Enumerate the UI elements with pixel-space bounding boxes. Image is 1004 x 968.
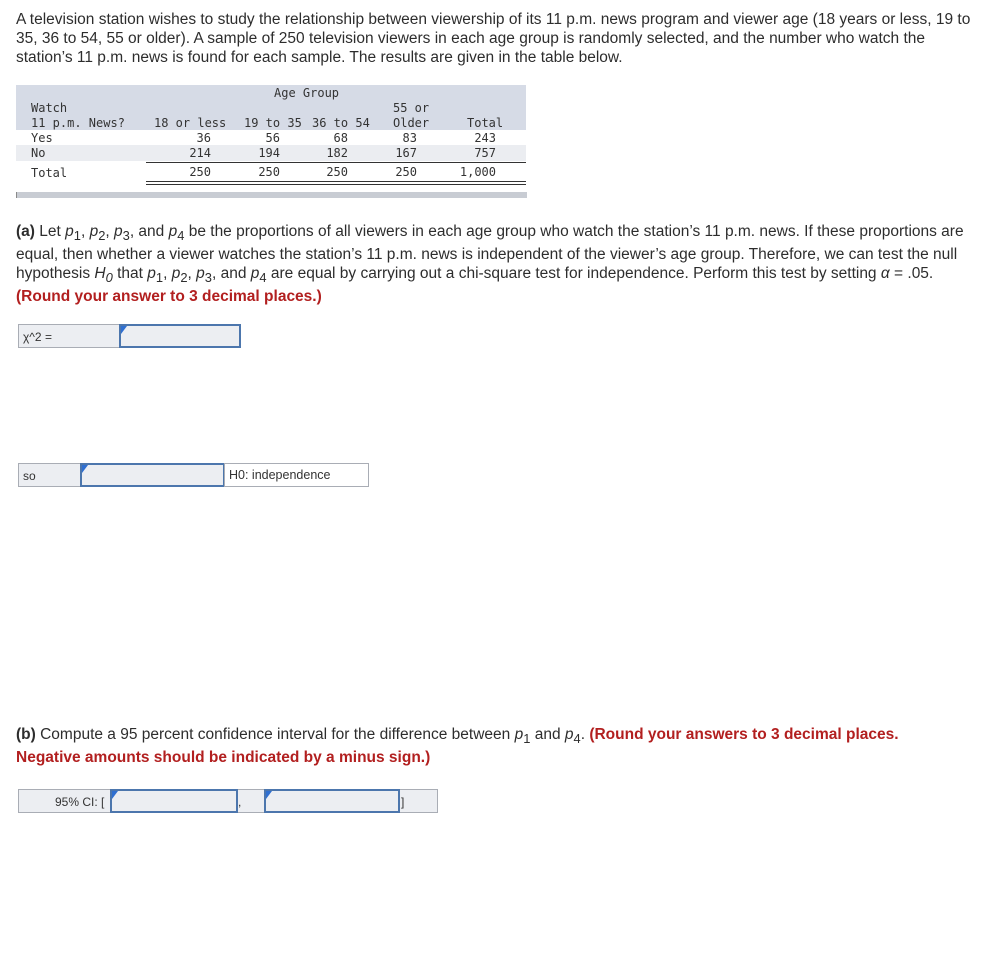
age-group-title: Age Group [274, 86, 340, 100]
table-cell: 194 [258, 146, 280, 160]
table-cell: 36 [196, 131, 211, 145]
ci-upper-input-box [264, 789, 400, 813]
ci-lower-input[interactable] [112, 791, 236, 811]
so-label: so [18, 463, 81, 487]
row-header-watch: Watch [31, 101, 68, 115]
ci-lower-input-box [110, 789, 238, 813]
col-header-19-to-35: 19 to 35 [244, 116, 302, 130]
table-cell: 83 [402, 131, 417, 145]
table-cell: 167 [395, 146, 417, 160]
part-b-instruction-2: Negative amounts should be indicated by a minus sign.) [16, 749, 431, 767]
total-rule-top [146, 162, 526, 163]
contingency-table [16, 85, 526, 199]
table-cell: 250 [258, 165, 280, 179]
chi-square-input[interactable] [121, 326, 239, 346]
col-header-36-to-54: 36 to 54 [312, 116, 370, 130]
ci-close-bracket: ] [401, 795, 405, 809]
part-b-instruction-1: (Round your answers to 3 decimal places. [589, 726, 899, 743]
table-cell: 1,000 [459, 165, 496, 179]
table-bottom-bar [16, 192, 527, 198]
decision-dropdown[interactable] [82, 465, 223, 485]
row-label-yes: Yes [31, 131, 53, 145]
table-cell: 250 [326, 165, 348, 179]
chi-square-input-box [119, 324, 241, 348]
ci-label: 95% CI: [ [55, 795, 105, 809]
part-b-text: (b) Compute a 95 percent confidence interval for the difference between $p_1$ and $p_4$. (Round your answers to 3 decimal places. Negative amounts should be indicated by a minus sign.) [16, 726, 899, 767]
table-cell: 182 [326, 146, 348, 160]
col-header-55-line2: Older [393, 116, 430, 130]
table-cell: 243 [474, 131, 496, 145]
table-cell: 68 [333, 131, 348, 145]
col-header-18-or-less: 18 or less [154, 116, 227, 130]
table-cell: 250 [189, 165, 211, 179]
ci-comma: , [238, 795, 242, 809]
intro-paragraph: A television station wishes to study the relationship between viewership of its 11 p.m. news program and viewer age (18 years or less, 19 to 35, 36 to 54, 55 or older). A sample of 250 television viewers in each age group is randomly selected, and the number who watch the station’s 11 p.m. news is found for each sample. The results are given in the table below. [16, 11, 971, 66]
col-header-total: Total [467, 116, 504, 130]
total-rule-bottom-1 [146, 181, 526, 182]
table-cell: 214 [189, 146, 211, 160]
table-cell: 757 [474, 146, 496, 160]
chi-square-label: χ^2 = [18, 324, 120, 348]
part-a-instruction: (Round your answer to 3 decimal places.) [16, 288, 322, 306]
part-a-text: (a) Let $p_1$, $p_2$, $p_3$, and $p_4$ be the proportions of all viewers in each age group who watch the station’s 11 p.m. news. If these proportions are equal, then whether a viewer watches the station’s 11 p.m. news is independent of the viewer’s age group. Therefore, we can test the null hypothesis $H_0$ that $p_1$, $p_2$, $p_3$, and $p_4$ are equal by carrying out a chi-square test for independence. Perform this test by setting α = .05. (Round your answer to 3 decimal places.) [16, 223, 964, 306]
table-cell: 250 [395, 165, 417, 179]
row-header-news: 11 p.m. News? [31, 116, 125, 130]
decision-dropdown-box [80, 463, 225, 487]
table-cell: 56 [265, 131, 280, 145]
ci-upper-input[interactable] [266, 791, 398, 811]
total-rule-bottom-2 [146, 184, 526, 185]
row-label-total: Total [31, 166, 68, 180]
col-header-55-line1: 55 or [393, 101, 430, 115]
row-label-no: No [31, 146, 46, 160]
h0-independence-label: H0: independence [224, 463, 369, 487]
